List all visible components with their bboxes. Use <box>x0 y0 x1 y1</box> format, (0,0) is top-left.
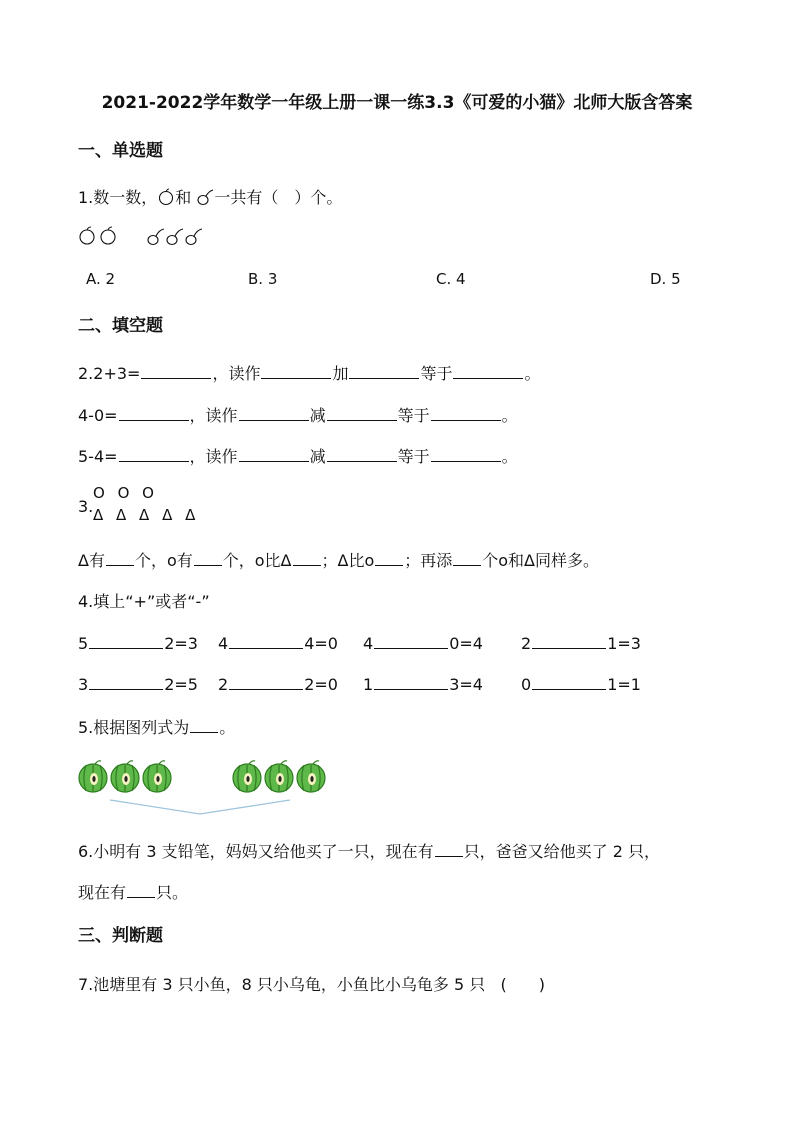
q4-item: 4 0=4 <box>363 634 483 653</box>
pears-figure <box>146 228 210 246</box>
question-6-line-1 <box>78 839 660 862</box>
watermelon-icon <box>265 761 293 792</box>
q5-prefix: 5.根据图列式为 <box>78 718 190 737</box>
grouping-bracket <box>110 800 290 814</box>
answer-blank[interactable] <box>119 445 189 462</box>
watermelon-icon <box>79 761 107 792</box>
q3-part: 个o和Δ同样多。 <box>482 551 600 570</box>
question-3-number: 3. <box>78 497 94 516</box>
q4-item: 5 2=3 <box>78 634 198 653</box>
q2-r2-op: 减 <box>309 406 326 425</box>
watermelon-figure <box>75 758 335 820</box>
q2-r1-expr: 2.2+3= <box>78 364 141 383</box>
q2-r1-read: ，读作 <box>212 364 261 383</box>
answer-blank[interactable] <box>229 632 303 649</box>
answer-blank[interactable] <box>532 632 606 649</box>
q2-r2-expr: 4-0= <box>78 406 118 425</box>
q3-part: Δ有 <box>78 551 105 570</box>
watermelon-icon <box>111 761 139 792</box>
answer-blank[interactable] <box>431 445 501 462</box>
answer-blank[interactable] <box>229 673 303 690</box>
option-b[interactable]: B. 3 <box>248 270 278 288</box>
option-d[interactable]: D. 5 <box>650 270 681 288</box>
question-7 <box>78 972 545 995</box>
answer-blank[interactable] <box>349 362 419 379</box>
answer-blank[interactable] <box>190 716 218 733</box>
answer-blank[interactable] <box>532 673 606 690</box>
answer-blank[interactable] <box>453 362 523 379</box>
apple-icon <box>80 227 94 244</box>
apples-figure <box>77 227 121 245</box>
q4-item: 2 2=0 <box>218 675 338 694</box>
pear-icon <box>196 189 214 205</box>
q1-and: 和 <box>175 188 192 207</box>
question-5-prompt <box>78 715 235 738</box>
answer-blank[interactable] <box>261 362 331 379</box>
apple-icon <box>101 227 115 244</box>
option-a[interactable]: A. 2 <box>86 270 116 288</box>
q2-r3-expr: 5-4= <box>78 447 118 466</box>
q1-suffix: 一共有（ ）个。 <box>214 188 343 207</box>
pear-icon <box>148 229 164 245</box>
answer-blank[interactable] <box>375 549 403 566</box>
q2-r3-read: ，读作 <box>189 447 238 466</box>
apple-icon <box>157 189 175 205</box>
q2-r3-end: 。 <box>501 447 518 466</box>
answer-blank[interactable] <box>89 632 163 649</box>
q2-r3-op: 减 <box>309 447 326 466</box>
q3-part: ；再添 <box>404 551 453 570</box>
q6-text: 现在有 <box>78 883 127 902</box>
q6-text: 只，爸爸又给他买了 2 只， <box>463 842 660 861</box>
q4-item: 1 3=4 <box>363 675 483 694</box>
circles-row: O O O <box>93 484 158 502</box>
q7-text: 7.池塘里有 3 只小鱼，8 只小乌龟，小鱼比小乌龟多 5 只 <box>78 975 486 994</box>
option-c[interactable]: C. 4 <box>436 270 466 288</box>
pear-icon <box>167 229 183 245</box>
q1-prefix: 1.数一数， <box>78 188 158 207</box>
q2-r1-end: 。 <box>524 364 541 383</box>
question-2-row-1 <box>78 361 541 384</box>
question-2-row-2 <box>78 403 518 426</box>
section-heading-single-choice: 一、单选题 <box>78 141 163 161</box>
answer-blank[interactable] <box>374 673 448 690</box>
q3-part: 个，o比Δ <box>222 551 292 570</box>
q6-text: 6.小明有 3 支铅笔，妈妈又给他买了一只，现在有 <box>78 842 434 861</box>
answer-blank[interactable] <box>453 549 481 566</box>
answer-blank[interactable] <box>293 549 321 566</box>
answer-blank[interactable] <box>239 445 309 462</box>
answer-blank[interactable] <box>194 549 222 566</box>
q2-r2-read: ，读作 <box>189 406 238 425</box>
q2-r3-eq: 等于 <box>397 447 430 466</box>
q3-part: ；Δ比o <box>321 551 375 570</box>
q4-item: 4 4=0 <box>218 634 338 653</box>
section-heading-judgement: 三、判断题 <box>78 926 163 946</box>
page-title: 2021-2022学年数学一年级上册一课一练3.3《可爱的小猫》北师大版含答案 <box>101 93 693 113</box>
answer-blank[interactable] <box>141 362 211 379</box>
pear-icon <box>186 229 202 245</box>
q3-part: 个，o有 <box>134 551 193 570</box>
watermelon-icon <box>233 761 261 792</box>
q5-suffix: 。 <box>219 718 236 737</box>
answer-blank[interactable] <box>327 404 397 421</box>
answer-blank[interactable] <box>431 404 501 421</box>
question-3-text <box>78 548 599 571</box>
q6-text: 只。 <box>156 883 189 902</box>
triangles-row: Δ Δ Δ Δ Δ <box>93 506 200 524</box>
q2-r2-eq: 等于 <box>397 406 430 425</box>
question-6-line-2 <box>78 880 188 903</box>
watermelon-icon <box>297 761 325 792</box>
question-1 <box>78 185 342 208</box>
q4-item: 2 1=3 <box>521 634 641 653</box>
q4-item: 3 2=5 <box>78 675 198 694</box>
q4-item: 0 1=1 <box>521 675 641 694</box>
answer-blank[interactable] <box>119 404 189 421</box>
answer-blank[interactable] <box>106 549 134 566</box>
answer-blank[interactable] <box>89 673 163 690</box>
watermelon-icon <box>143 761 171 792</box>
question-4-prompt: 4.填上“+”或者“-” <box>78 592 210 611</box>
answer-blank[interactable] <box>127 881 155 898</box>
answer-parentheses[interactable]: ( ) <box>500 975 546 994</box>
section-heading-fill-blank: 二、填空题 <box>78 316 163 336</box>
answer-blank[interactable] <box>435 840 463 857</box>
answer-blank[interactable] <box>239 404 309 421</box>
question-2-row-3 <box>78 444 518 467</box>
q2-r2-end: 。 <box>501 406 518 425</box>
q2-r1-op: 加 <box>332 364 349 383</box>
answer-blank[interactable] <box>327 445 397 462</box>
answer-blank[interactable] <box>374 632 448 649</box>
q2-r1-eq: 等于 <box>420 364 453 383</box>
